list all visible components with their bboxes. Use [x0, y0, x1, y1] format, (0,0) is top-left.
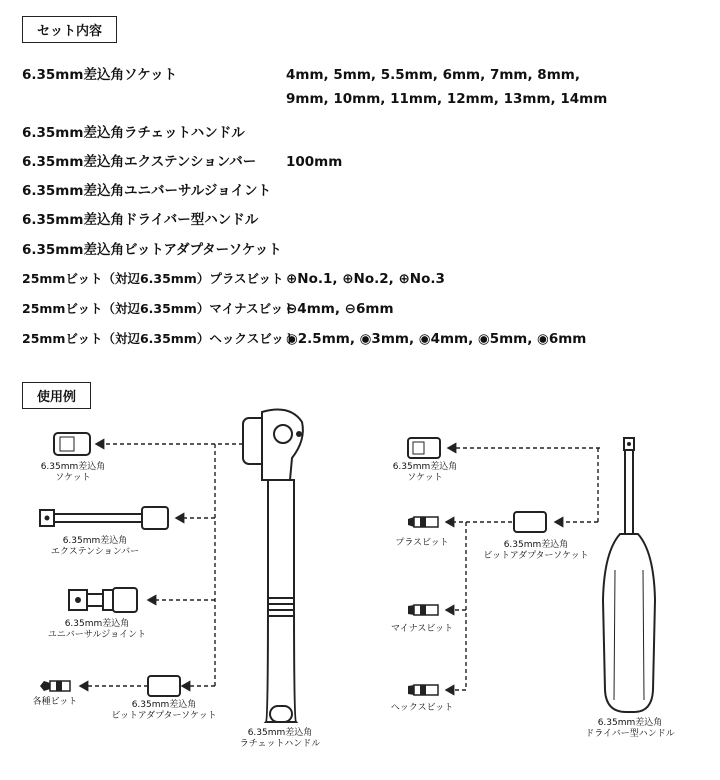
spec-value: 100mm [286, 154, 343, 170]
bits-caption: 各種ビット [32, 697, 78, 707]
minus-bit-caption: マイナスビット [390, 624, 454, 634]
hex-bit-caption: ヘックスビット [390, 703, 454, 713]
socket-caption: 6.35mm差込角 ソケット [40, 462, 106, 483]
plus-bit-icon [408, 517, 438, 527]
ratchet-caption: 6.35mm差込角 ラチェットハンドル [239, 728, 321, 749]
driver-handle-icon [603, 438, 655, 712]
adapter-caption: 6.35mm差込角 ビットアダプターソケット [483, 540, 589, 561]
adapter-caption: 6.35mm差込角 ビットアダプターソケット [111, 700, 217, 721]
ratchet-handle-icon [243, 410, 303, 722]
plus-bit-caption: プラスビット [395, 538, 449, 548]
spec-name: 25mmビット（対辺6.35mm）プラスビット [22, 271, 284, 286]
spec-value: 4mm, 5mm, 5.5mm, 6mm, 7mm, 8mm, [286, 67, 580, 83]
bit-adapter-socket-icon [514, 512, 546, 532]
spec-name: 6.35mm差込角ラチェットハンドル [22, 125, 245, 141]
socket-icon [408, 438, 440, 458]
socket-icon [54, 433, 90, 455]
bit-icon [40, 681, 70, 691]
spec-name: 6.35mm差込角ユニバーサルジョイント [22, 183, 272, 199]
extension-caption: 6.35mm差込角 エクステンションバー [50, 536, 140, 557]
spec-value: ⊕No.1, ⊕No.2, ⊕No.3 [286, 271, 445, 287]
spec-name: 25mmビット（対辺6.35mm）マイナスビット [22, 301, 296, 316]
socket-caption: 6.35mm差込角 ソケット [392, 462, 458, 483]
spec-name: 25mmビット（対辺6.35mm）ヘックスビット [22, 331, 297, 346]
bit-adapter-socket-icon [148, 676, 180, 696]
spec-name: 6.35mm差込角エクステンションバー [22, 154, 257, 170]
spec-value: ⊖4mm, ⊖6mm [286, 301, 394, 317]
universal-caption: 6.35mm差込角 ユニバーサルジョイント [47, 619, 147, 640]
contents-heading: セット内容 [22, 16, 117, 43]
spec-value: ◉2.5mm, ◉3mm, ◉4mm, ◉5mm, ◉6mm [286, 331, 587, 347]
spec-name: 6.35mm差込角ソケット [22, 67, 178, 83]
spec-name: 6.35mm差込角ビットアダプターソケット [22, 242, 282, 258]
extension-bar-icon [40, 507, 168, 529]
minus-bit-icon [408, 605, 438, 615]
right-connectors [446, 448, 600, 690]
universal-joint-icon [69, 588, 137, 612]
spec-name: 6.35mm差込角ドライバー型ハンドル [22, 212, 259, 228]
spec-value: 9mm, 10mm, 11mm, 12mm, 13mm, 14mm [286, 91, 608, 107]
hex-bit-icon [408, 685, 438, 695]
usage-heading: 使用例 [22, 382, 91, 409]
driver-caption: 6.35mm差込角 ドライバー型ハンドル [585, 718, 675, 739]
